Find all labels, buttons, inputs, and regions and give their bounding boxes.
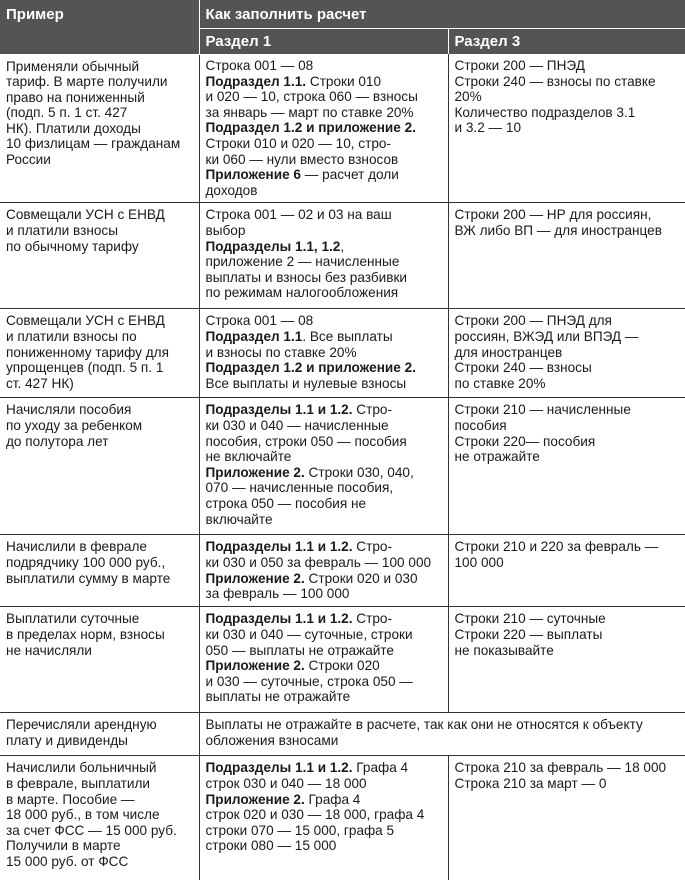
bold-reference: Приложение 2. [205, 464, 305, 480]
cell-line: Количество подразделов 3.1 [454, 104, 636, 120]
cell-line: строки 070 — 15 000, графа 5 [205, 822, 395, 838]
cell-line: ки 030 и 050 за февраль — 100 000 [205, 554, 432, 570]
cell-line: Получили в марте [6, 838, 121, 854]
section-3-cell [448, 535, 685, 607]
cell-line: 070 — начисленные пособия, [205, 480, 394, 496]
table-row [0, 54, 685, 203]
cell-line: Строки 210 — суточные [454, 611, 606, 627]
cell-line: Строка 001 — 02 и 03 на ваш [205, 207, 392, 223]
cell-line: Строки 210 — начисленные [454, 402, 631, 418]
cell-line: россиян, ВЖЭД или ВПЭД — [454, 328, 639, 344]
bold-reference: Подразделы 1.1, 1.2 [205, 238, 341, 254]
cell-line: упрощенцев (подп. 5 п. 1 [6, 360, 164, 376]
cell-line: по обычному тарифу [6, 238, 139, 254]
cell-line: в пределах норм, взносы [6, 626, 165, 642]
cell-line: по режимам налогообложения [205, 285, 399, 301]
cell-line: выплаты и взносы без разбивки [205, 269, 407, 285]
cell-line: Приложение 2. Графа 4 [205, 791, 361, 807]
table-row [0, 713, 685, 756]
cell-line: Подразделы 1.1 и 1.2. Графа 4 [205, 760, 409, 776]
cell-line: в феврале, выплатили [6, 775, 151, 791]
cell-line: не отражайте [454, 449, 540, 465]
cell-line [206, 360, 444, 376]
merged-note-cell [199, 713, 685, 756]
cell-line: Подразделы 1.1 и 1.2. Стро- [205, 539, 392, 555]
cell-line: строка 050 — пособия не [205, 495, 367, 511]
cell-line: и платили взносы по [6, 328, 137, 344]
table-row [0, 535, 685, 607]
bold-reference: Подразделы 1.1 и 1.2. [205, 539, 353, 555]
cell-line: НК). Платили доходы [6, 120, 141, 136]
cell-line: Выплатили суточные [6, 611, 140, 627]
cell-line: и 030 — суточные, строка 050 — [205, 673, 413, 689]
table-row [0, 203, 685, 309]
section-3-cell [448, 398, 685, 535]
cell-line: Приложение 2. Строки 030, 040, [205, 464, 414, 480]
cell-line: Подразделы 1.1 и 1.2. Стро- [205, 402, 392, 418]
cell-line: включайте [205, 511, 273, 527]
cell-line: Строка 210 за февраль — 18 000 [454, 760, 667, 776]
cell-line: за январь — март по ставке 20% [205, 104, 414, 120]
cell-line: Подраздел 1.1. Строки 010 [205, 73, 382, 89]
example-cell [0, 535, 199, 607]
cell-line: и платили взносы [6, 222, 118, 238]
section-3-cell [448, 607, 685, 713]
cell-line: Строки 010 и 020 — 10, стро- [205, 135, 391, 151]
cell-line: Строки 240 — взносы [454, 360, 592, 376]
cell-line: до полутора лет [6, 433, 109, 449]
section-1-cell [199, 398, 448, 535]
bold-reference: Подразделы 1.1 и 1.2. [205, 402, 353, 418]
cell-line: Приложение 2. Строки 020 и 030 [205, 570, 418, 586]
section-1-cell [199, 535, 448, 607]
section-1-cell [199, 309, 448, 398]
cell-line: Строки 240 — взносы по ставке [454, 73, 656, 89]
bold-reference: Подразделы 1.1 и 1.2. [205, 611, 353, 627]
cell-line: Совмещали УСН с ЕНВД [6, 207, 165, 223]
cell-line: Приложение 6 — расчет доли [205, 167, 399, 183]
cell-line: Начислили в феврале [6, 539, 147, 555]
cell-line: Подраздел 1.1. Все выплаты [205, 328, 393, 344]
bold-reference: Подраздел 1.1. [205, 73, 307, 89]
cell-line: строки 080 — 15 000 [205, 838, 337, 854]
cell-line: за февраль — 100 000 [205, 586, 350, 602]
cell-line: право на пониженный [6, 89, 145, 105]
cell-line: ки 030 и 040 — начисленные [205, 417, 389, 433]
bold-reference: Приложение 2. [205, 658, 305, 674]
cell-line: подрядчику 100 000 руб., [6, 554, 166, 570]
example-cell [0, 203, 199, 309]
cell-line: 10 физлицам — гражданам [6, 136, 181, 152]
section-1-cell [199, 607, 448, 713]
cell-line: Начисляли пособия [6, 402, 132, 418]
cell-line: доходов [205, 182, 258, 198]
cell-line: выбор [205, 222, 246, 238]
cell-line: по уходу за ребенком [6, 417, 143, 433]
bold-reference: Подразделы 1.1 и 1.2. [205, 760, 353, 776]
section-1-cell [199, 203, 448, 309]
bold-reference: Подраздел 1.2 и приложение 2. [205, 360, 416, 376]
cell-line: 18 000 руб., в том числе [6, 807, 160, 823]
cell-line: в марте. Пособие — [6, 791, 135, 807]
cell-line: 050 — выплаты не отражайте [205, 642, 394, 658]
cell-line: не включайте [205, 449, 292, 465]
example-cell [0, 607, 199, 713]
cell-line: Применяли обычный [6, 58, 140, 74]
cell-line: Начислили больничный [6, 760, 157, 776]
cell-line: за счет ФСС — 15 000 руб. [6, 822, 177, 838]
cell-line: тариф. В марте получили [6, 74, 168, 90]
cell-line: строк 020 и 030 — 18 000, графа 4 [205, 807, 425, 823]
cell-line: ст. 427 НК) [6, 375, 74, 391]
table-row [0, 398, 685, 535]
cell-line: Совмещали УСН с ЕНВД [6, 313, 165, 329]
cell-line: Подразделы 1.1, 1.2, [205, 238, 345, 254]
cell-line: Строки 220— пособия [454, 433, 596, 449]
cell-line: Выплаты не отражайте в расчете, так как они не относятся к объекту [205, 717, 643, 733]
cell-line: и взносы по ставке 20% [205, 344, 357, 360]
cell-line: строк 030 и 040 — 18 000 [205, 775, 367, 791]
cell-line: приложение 2 — начисленные [205, 254, 400, 270]
cell-line: и 020 — 10, строка 060 — взносы [205, 89, 418, 105]
cell-line: (подп. 5 п. 1 ст. 427 [6, 105, 128, 121]
bold-reference: Подраздел 1.1 [205, 328, 303, 344]
cell-line: пособия, строки 050 — пособия [205, 433, 407, 449]
cell-line: Строка 001 — 08 [205, 313, 314, 329]
table-row [0, 309, 685, 398]
cell-line: ВЖ либо ВП — для иностранцев [454, 222, 662, 238]
section-1-cell [199, 54, 448, 203]
bold-reference: Приложение 2. [205, 791, 305, 807]
table-body [0, 54, 685, 880]
header-how-to-fill: Как заполнить расчет [199, 0, 685, 28]
cell-line: ки 060 — нули вместо взносов [205, 151, 399, 167]
section-3-cell [448, 756, 685, 880]
cell-line: 20% [454, 89, 482, 105]
cell-line: Строки 220 — выплаты [454, 626, 603, 642]
section-3-cell [448, 54, 685, 203]
cell-line: России [6, 152, 51, 168]
cell-line: Все выплаты и нулевые взносы [205, 375, 407, 391]
cell-line: 100 000 [454, 554, 504, 570]
cell-line: не начисляли [6, 642, 92, 658]
bold-reference: Подраздел 1.2 и приложение 2. [205, 120, 416, 136]
cell-line: Перечисляли арендную [6, 717, 157, 733]
cell-line: и 3.2 — 10 [454, 120, 522, 136]
cell-line: ки 030 и 040 — суточные, строки [205, 626, 413, 642]
cell-line: плату и дивиденды [6, 732, 128, 748]
cell-line: по ставке 20% [454, 375, 546, 391]
example-cell [0, 309, 199, 398]
header-section-3: Раздел 3 [448, 28, 685, 54]
bold-reference: Приложение 2. [205, 570, 305, 586]
header-section-1: Раздел 1 [199, 28, 448, 54]
cell-line: пособия [454, 417, 507, 433]
cell-line [206, 120, 444, 136]
cell-line: Строка 001 — 08 [205, 58, 314, 73]
cell-line: Строки 210 и 220 за февраль — [454, 539, 659, 555]
cell-line: выплатили сумму в марте [6, 570, 171, 586]
cell-line: выплаты не отражайте [205, 689, 351, 705]
cell-line: обложения взносами [205, 732, 339, 748]
cell-line: 15 000 руб. от ФСС [6, 853, 129, 869]
cell-line: Подразделы 1.1 и 1.2. Стро- [205, 611, 392, 627]
cell-line: не показывайте [454, 642, 554, 658]
section-3-cell [448, 309, 685, 398]
header-example: Пример [0, 0, 199, 54]
example-cell [0, 713, 199, 756]
example-cell [0, 54, 199, 203]
cell-line: Приложение 2. Строки 020 [205, 658, 380, 674]
cell-line: Строки 200 — ПНЭД для [454, 313, 612, 329]
cell-line: Строки 200 — ПНЭД [454, 58, 585, 73]
table-row [0, 756, 685, 880]
section-3-cell [448, 203, 685, 309]
section-1-cell [199, 756, 448, 880]
example-cell [0, 756, 199, 880]
example-cell [0, 398, 199, 535]
cell-line: Строка 210 за март — 0 [454, 775, 607, 791]
cell-line: для иностранцев [454, 344, 563, 360]
bold-reference: Приложение 6 [205, 167, 301, 183]
cell-line: пониженному тарифу для [6, 344, 169, 360]
table-row [0, 607, 685, 713]
cell-line: Строки 200 — НР для россиян, [454, 207, 652, 223]
